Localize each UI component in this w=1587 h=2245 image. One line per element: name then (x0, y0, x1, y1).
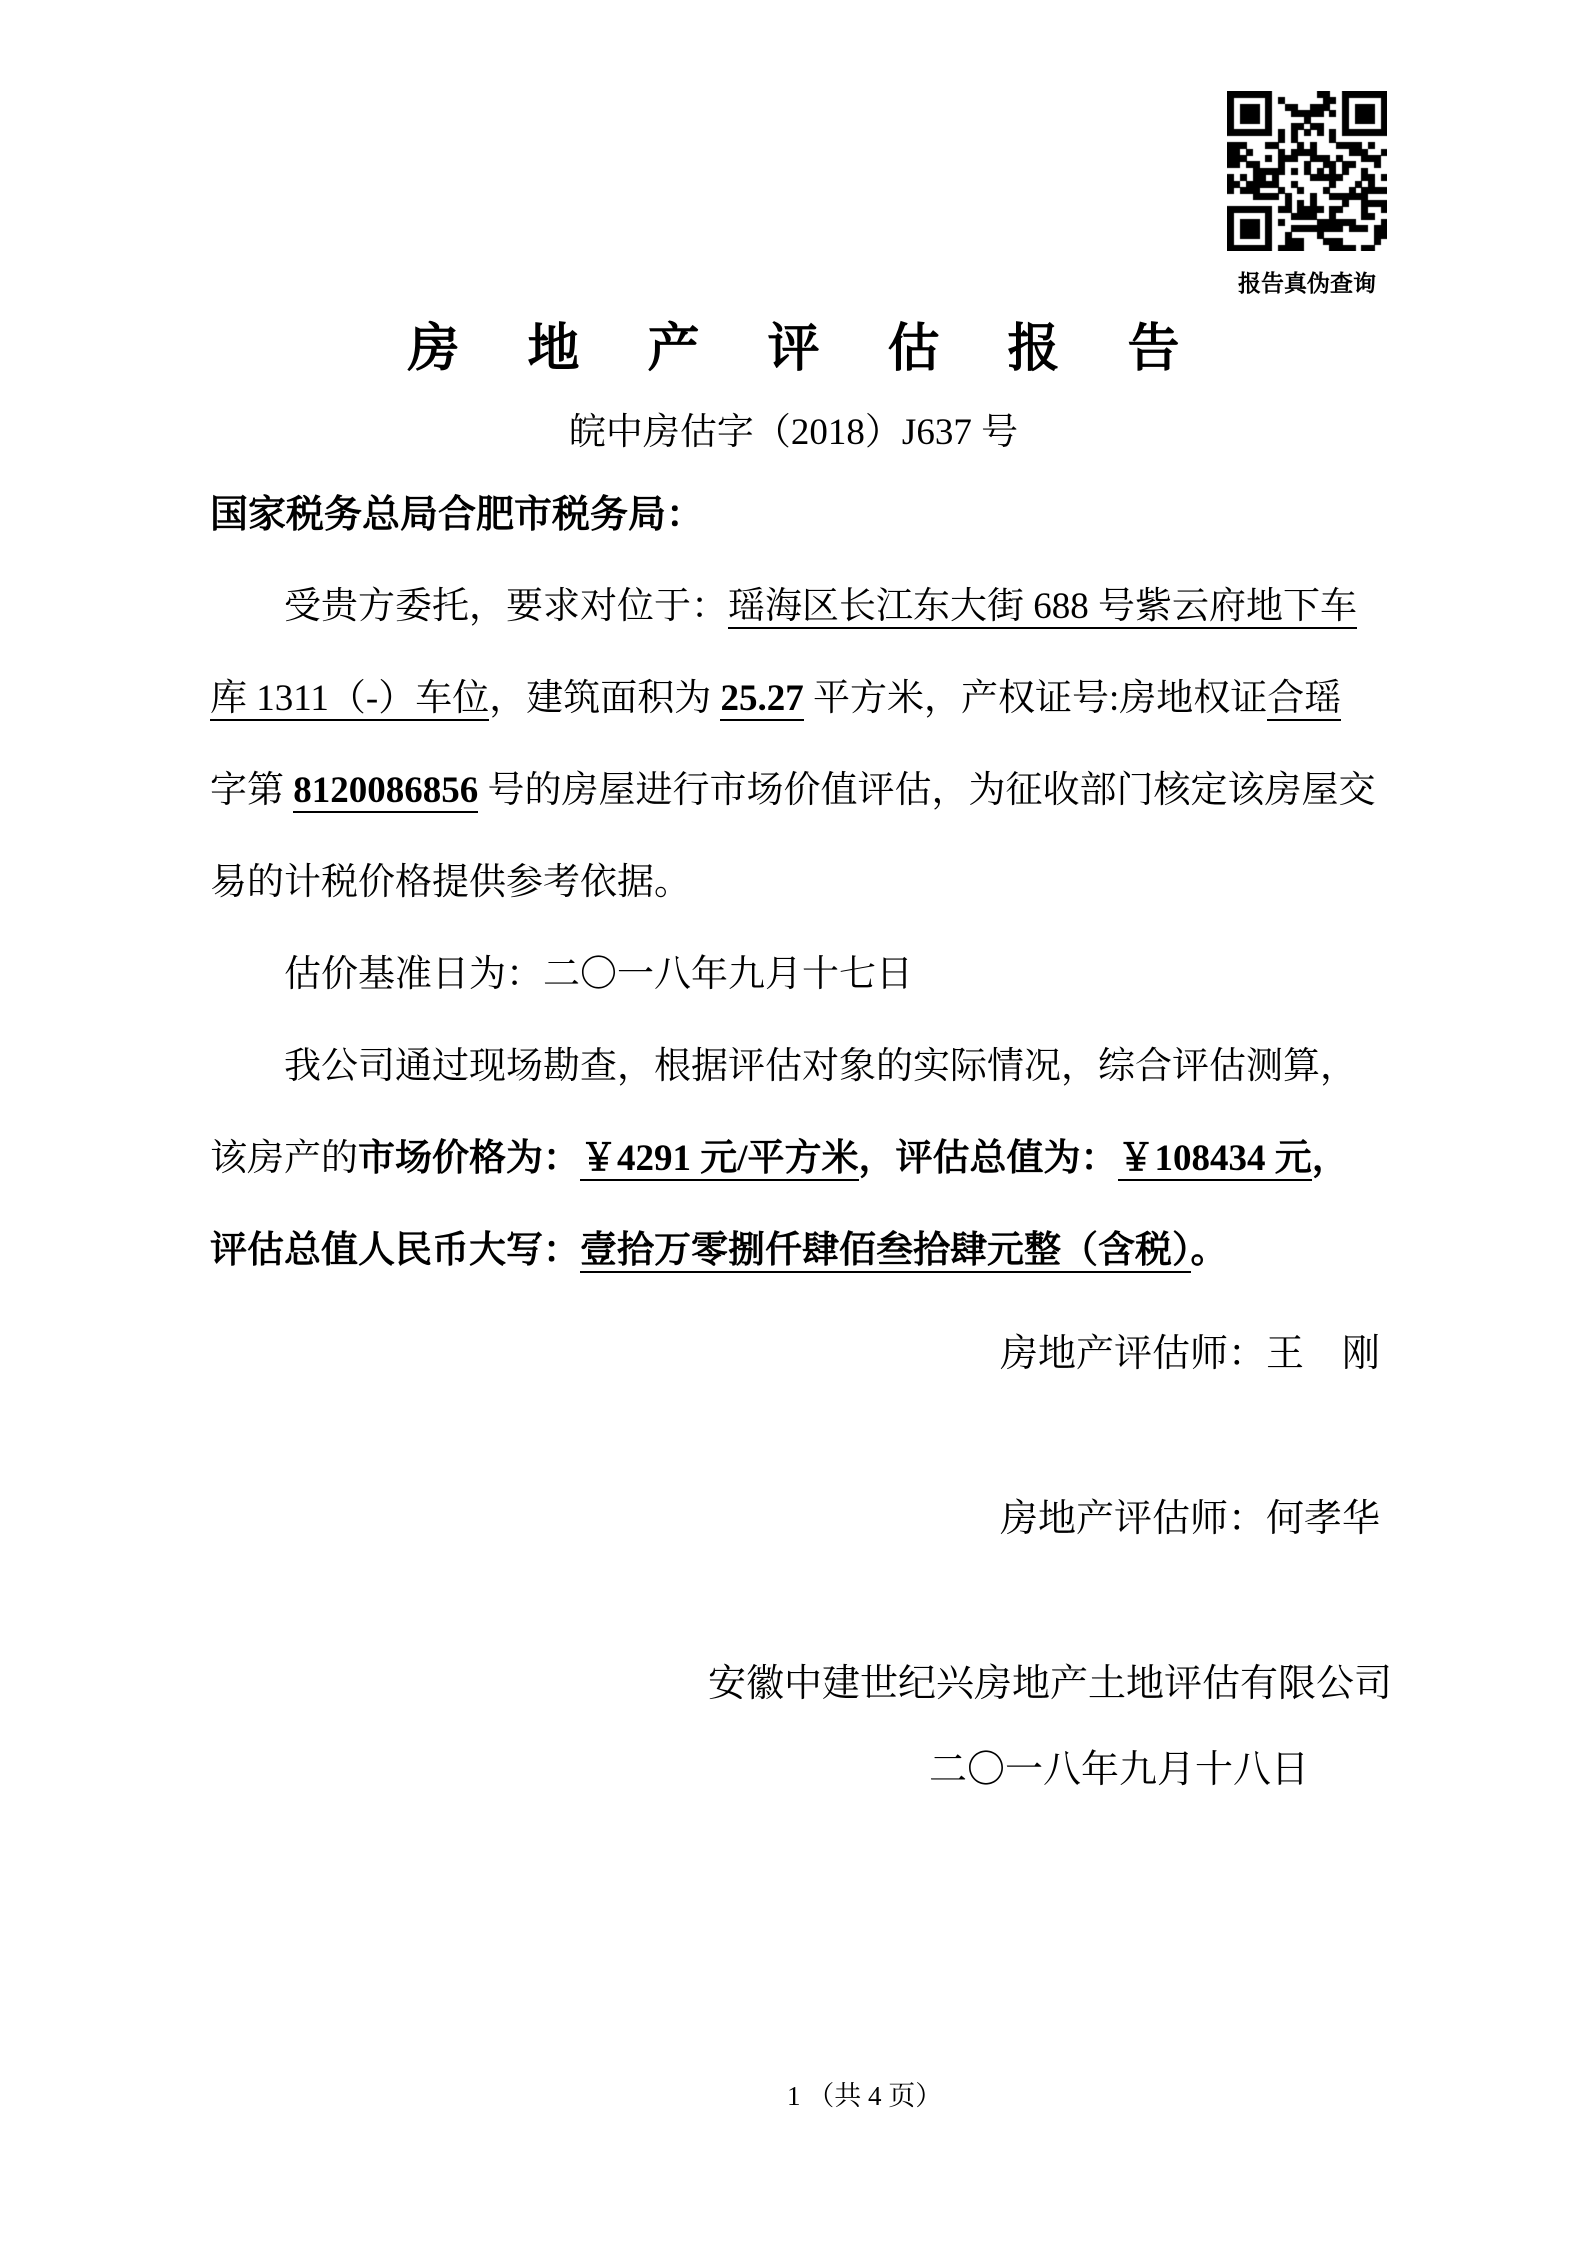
underlined-address: 库 1311（-）车位 (210, 678, 490, 719)
appraiser-signature-2: 房地产评估师：何孝华 (1000, 1498, 1381, 1540)
underlined-cert-prefix: 合瑶 (1267, 678, 1342, 719)
body-line (210, 837, 1390, 929)
body-text: ， (1311, 1138, 1349, 1179)
body-line (210, 1113, 1390, 1205)
company-name: 安徽中建世纪兴房地产土地评估有限公司 (708, 1663, 1393, 1705)
body-text: 字第 (210, 770, 294, 811)
market-price-label: 市场价格为： (358, 1138, 580, 1179)
report-body (210, 561, 1390, 1297)
body-text: 我公司通过现场勘查，根据评估对象的实际情况，综合评估测算， (284, 1046, 1357, 1087)
qr-code (1227, 91, 1387, 251)
underlined-address: 瑶海区长江东大街 688 号紫云府地下车 (728, 586, 1357, 627)
body-line (210, 745, 1390, 837)
body-line (210, 561, 1390, 653)
body-text: 该房产的 (210, 1138, 358, 1179)
title-row (0, 318, 1587, 394)
report-date: 二〇一八年九月十八日 (929, 1749, 1310, 1791)
qr-caption: 报告真伪查询 (1238, 271, 1376, 296)
capital-amount-value: 壹拾万零捌仟肆佰叁拾肆元整（含税） (580, 1230, 1191, 1271)
underlined-cert-number: 8120086856 (293, 770, 479, 811)
report-number: 皖中房估字（2018）J637 号 (568, 412, 1019, 453)
body-line (210, 929, 1390, 1021)
unit-price-value: ￥4291 元/平方米 (580, 1138, 859, 1179)
body-line (210, 1021, 1390, 1113)
body-text: 易的计税价格提供参考依据。 (210, 862, 691, 903)
page-title: 房地产评估报告 (407, 321, 1248, 378)
addressee: 国家税务总局合肥市税务局： (210, 494, 705, 536)
page-footer: 1 （共 4 页） (787, 2081, 943, 2111)
body-text: 平方米，产权证号:房地权证 (803, 678, 1268, 719)
total-value-amount: ￥108434 元 (1117, 1138, 1312, 1179)
body-text: 号的房屋进行市场价值评估，为征收部门核定该房屋交 (478, 770, 1376, 811)
body-line (210, 653, 1390, 745)
body-line (210, 1205, 1390, 1297)
underlined-area-value: 25.27 (720, 678, 804, 719)
body-text: 。 (1190, 1230, 1228, 1271)
body-text: 受贵方委托，要求对位于： (284, 586, 728, 627)
capital-amount-label: 评估总值人民币大写： (210, 1230, 580, 1271)
total-value-label: ，评估总值为： (858, 1138, 1118, 1179)
valuation-date-line: 估价基准日为：二〇一八年九月十七日 (284, 954, 913, 995)
appraiser-signature-1: 房地产评估师：王 刚 (1000, 1333, 1381, 1375)
body-text: ，建筑面积为 (489, 678, 721, 719)
